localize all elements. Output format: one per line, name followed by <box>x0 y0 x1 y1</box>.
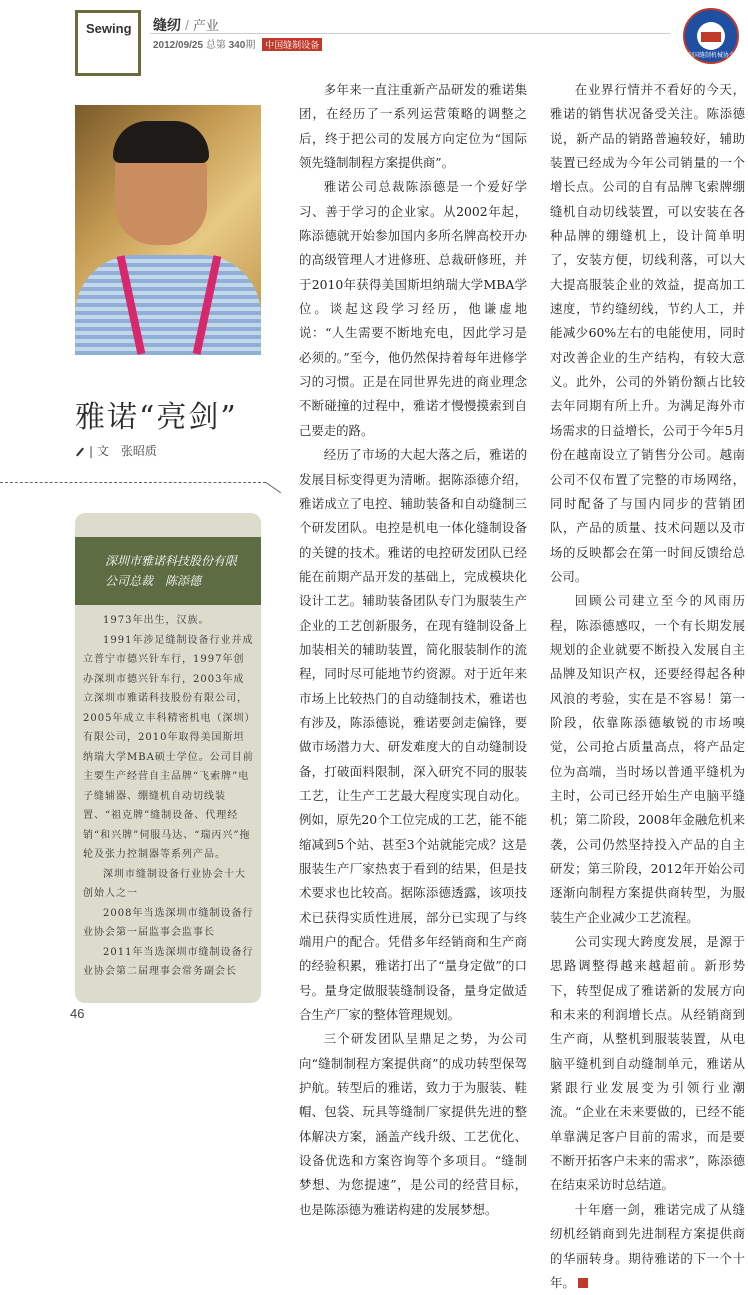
header-section: 产业 <box>192 18 219 33</box>
body-paragraph: 经历了市场的大起大落之后，雅诺的发展目标变得更为清晰。据陈添德介绍，雅诺成立了电控、辅助装备和自动缝制三个研发团队。电控是机电一体化缝制设备的关键的技术。雅诺的电控研发团队已经能在前期产品开发的基础上，完成模块化设计工艺。辅助装备团队专门为服装生产企业的工艺创新服务，在现有缝制设备上加装相关的辅助装置，简化服装制作的流程，同时尽可能地节约资源。对于近年来市场上比较热门的自动缝制技术，雅诺也有涉及，陈添德说，雅诺要剑走偏锋，要做市场潜力大、研发难度大的自动缝制设备，打破面料限制，深入研究不同的服装工艺，让生产工艺最大程度实现自动化。例如，原先20个工位完成的工艺，能不能缩减到5个站、甚至3个站就能完成？这是服装生产厂家热衷于看到的结果，但是技术要求也比较高。据陈添德透露，该项技术已获得实质性进展，部分已实现了与终端用户的配合。凭借多年经销商和生产商的经验积累，雅诺打出了“量身定做”的口号。量身定做服装缝制设备，量身定做适合生产厂家的整体管理规划。 <box>299 447 527 1023</box>
issue-date: 2012/09/25 <box>153 40 204 51</box>
body-paragraph-text: 十年磨一剑，雅诺完成了从缝纫机经销商到先进制程方案提供商的华丽转身。期待雅诺的下一个十年。 <box>550 1201 745 1290</box>
bio-paragraph: 2011年当选深圳市缝制设备行业协会第二届理事会常务副会长 <box>83 946 254 977</box>
page-number: 46 <box>70 1006 85 1021</box>
association-logo-icon <box>683 8 739 64</box>
author-name: 张昭质 <box>120 444 157 458</box>
article-column-1 <box>299 78 527 1222</box>
issue-label: 总第 <box>205 40 226 51</box>
bio-text <box>83 611 255 982</box>
bio-role: 公司总裁 陈添德 <box>105 574 202 588</box>
bio-paragraph: 深圳市缝制设备行业协会十大创始人之一 <box>83 868 246 899</box>
body-paragraph-last <box>550 1198 745 1295</box>
dashed-divider <box>0 482 266 483</box>
header-meta <box>153 36 322 51</box>
logo-text: 中国缝制机械协会 <box>686 53 735 59</box>
header-badge: 中国缝制设备 <box>262 38 322 51</box>
body-paragraph: 多年来一直注重新产品研发的雅诺集团，在经历了一系列运营策略的调整之后，终于把公司的发展方向定位为“国际领先缝制制程方案提供商”。 <box>299 82 527 171</box>
article-column-2 <box>550 78 745 1295</box>
pen-icon <box>76 447 84 456</box>
bio-header-band <box>75 537 261 605</box>
issue-number: 340 <box>228 40 246 51</box>
bio-paragraph: 1991年涉足缝制设备行业并成立普宁市德兴针车行，1997年创办深圳市德兴针车行，2003年成立深圳市雅诺科技股份有限公司，2005年成立丰科精密机电（深圳）有限公司，2010年取得美国斯坦纳瑞大学MBA硕士学位。公司目前主要生产经营自主品牌“飞索牌”电子缝辅器、绷缝机自动切线装置、“祖克牌”缝制设备、代理经销“和兴牌”伺服马达、“瑞丙兴”拖轮及张力控制器等系列产品。 <box>83 634 254 860</box>
issue-suffix: 期 <box>245 40 256 51</box>
body-paragraph: 公司实现大跨度发展，是源于思路调整得越来越超前。新形势下，转型促成了雅诺新的发展方向和未来的利润增长点。从经销商到生产商，从整机到服装装置，从电脑平缝机到自动缝制单元，雅诺从紧跟行业发展变为引领行业潮流。“企业在未来要做的，已经不能单靠满足客户目前的需求，而是要不断开拓客户未来的需求”，陈添德在结束采访时总结道。 <box>550 934 745 1193</box>
bio-company: 深圳市雅诺科技股份有限 <box>105 554 238 568</box>
end-mark-icon <box>578 1278 588 1288</box>
body-paragraph: 回顾公司建立至今的风雨历程，陈添德感叹，一个有长期发展规划的企业就要不断投入发展自主品牌及知识产权，还要经得起各种风浪的考验，实在是不容易！第一阶段，依靠陈添德敏锐的市场嗅觉，公司抢占质量高点，将产品定位为高端，当时场以普通平缝机为主时，公司已经开始生产电脑平缝机；第二阶段，2008年金融危机来袭，公司仍然坚持投入产品的自主研发；第三阶段，2012年开始公司逐渐向制程方案提供商转型，为服装生产企业减少工艺流程。 <box>550 593 745 925</box>
section-tag: Sewing <box>86 21 132 36</box>
byline-label: | 文 <box>89 444 109 458</box>
body-paragraph: 三个研发团队呈鼎足之势，为公司向“缝制制程方案提供商”的成功转型保驾护航。转型后的雅诺，致力于为服装、鞋帽、包袋、玩具等缝制厂家提供先进的整体解决方案，涵盖产线升级、工艺优化、设备优选和方案咨询等个多项目。“缝制梦想、为您提速”，是公司的经营目标，也是陈添德为雅诺构建的发展梦想。 <box>299 1031 527 1217</box>
bio-paragraph: 1973年出生，汉族。 <box>103 615 210 626</box>
article-title: 雅诺“亮剑” <box>75 400 238 435</box>
header-title-text: 缝纫 <box>153 17 181 33</box>
header-title: 缝纫 / 产业 <box>153 17 219 33</box>
bio-box <box>75 513 261 1003</box>
divider-tick <box>266 482 281 493</box>
section-tag-box <box>75 10 141 76</box>
header-divider <box>150 33 670 34</box>
portrait-photo <box>75 105 261 355</box>
body-paragraph: 在业界行情并不看好的今天，雅诺的销售状况备受关注。陈添德说，新产品的销路普遍较好，辅助装置已经成为今年公司销量的一个增长点。公司的自有品牌飞索牌绷缝机自动切线装置，可以安装在各种品牌的绷缝机上，设计简单明了，安装方便，切线利落，可以大大提高服装企业的效益，提高加工速度，节约缝纫线，节约人工，并能减少60%左右的电能使用，同时对改善企业的生产结构，有较大意义。此外，公司的外销份额占比较去年同期有所上升。为满足海外市场需求的日益增长，公司于今年5月份在越南设立了销售分公司。越南公司不仅布置了完整的市场网络，同时配备了与国内同步的营销团队，产品的质量、技术问题以及市场的反映都会在第一时间反馈给总公司。 <box>550 82 745 584</box>
body-paragraph: 雅诺公司总裁陈添德是一个爱好学习、善于学习的企业家。从2002年起，陈添德就开始参加国内多所名牌高校开办的高级管理人才进修班、总裁研修班，并于2010年获得美国斯坦纳瑞大学MBA学位。谈起这段学习经历，他谦虚地说：“人生需要不断地充电，因此学习是必须的。”至今，他仍然保持着每年进修学习的习惯。正是在同世界先进的商业理念不断碰撞的过程中，雅诺才慢慢摸索到自己要走的路。 <box>299 179 527 438</box>
bio-paragraph: 2008年当选深圳市缝制设备行业协会第一届监事会监事长 <box>83 907 254 938</box>
byline <box>75 442 157 459</box>
